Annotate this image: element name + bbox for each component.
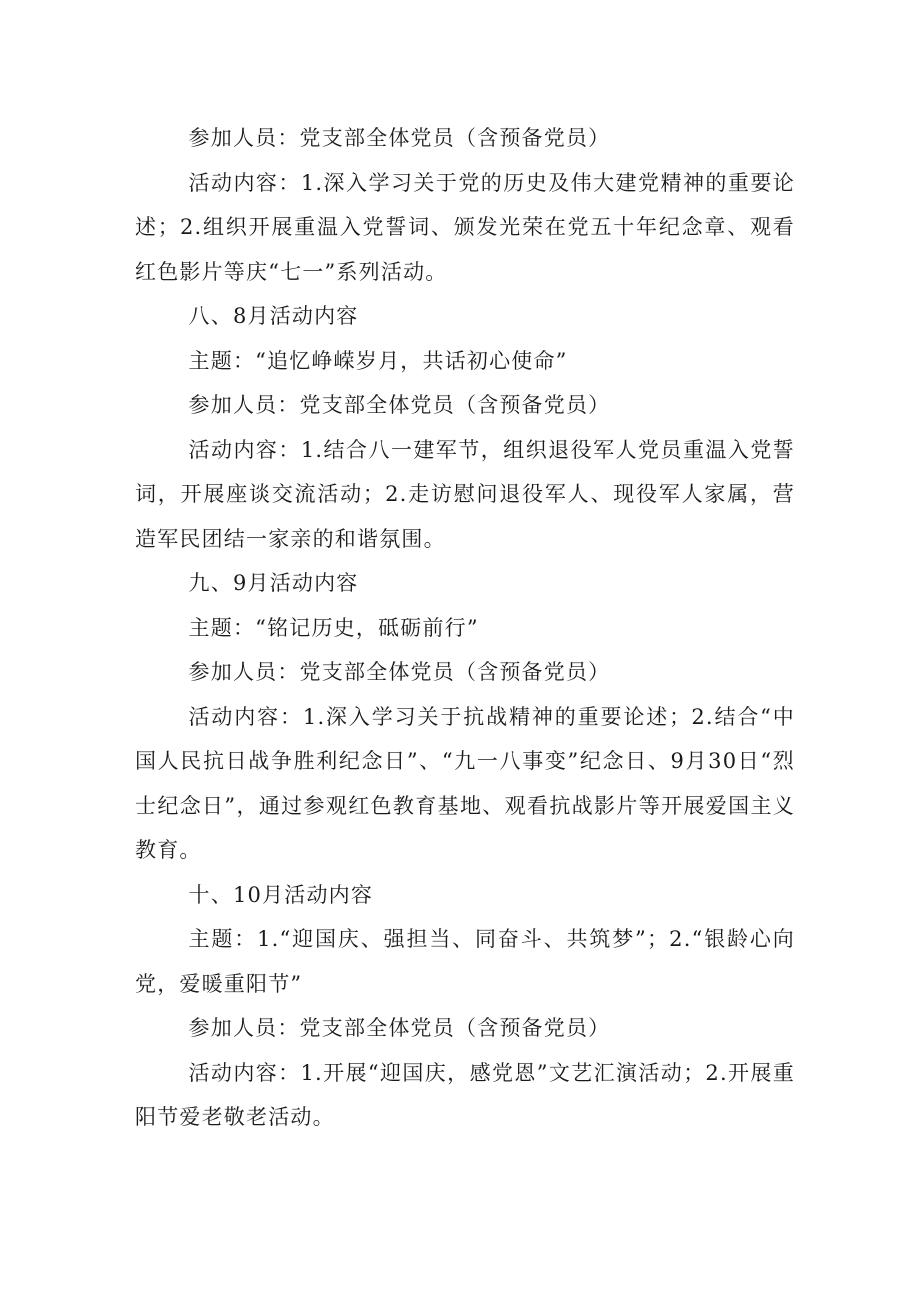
participants-october: 参加人员：党支部全体党员（含预备党员）	[188, 1016, 611, 1040]
theme-october: 主题：1.“迎国庆、强担当、同奋斗、共筑梦”；2.“银龄心向党，爱暖重阳节”	[135, 927, 795, 996]
section-heading-october: 十、10月活动内容	[188, 882, 374, 907]
participants-august: 参加人员：党支部全体党员（含预备党员）	[188, 393, 611, 417]
participants-september: 参加人员：党支部全体党员（含预备党员）	[188, 660, 611, 684]
activity-content-august: 活动内容：1.结合八一建军节，组织退役军人党员重温入党誓词，开展座谈交流活动；2.走访慰问退役军人、现役军人家属，营造军民团结一家亲的和谐氛围。	[135, 437, 795, 551]
activity-content-september: 活动内容：1.深入学习关于抗战精神的重要论述；2.结合“中国人民抗日战争胜利纪念日”、“九一八事变”纪念日、9月30日“烈士纪念日”，通过参观红色教育基地、观看抗战影片等开展爱国主义教育。	[135, 704, 795, 862]
section-heading-september: 九、9月活动内容	[188, 571, 359, 595]
theme-september: 主题：“铭记历史，砥砺前行”	[188, 615, 479, 640]
document-body	[135, 116, 795, 1140]
activity-content-october: 活动内容：1.开展“迎国庆，感党恩”文艺汇演活动；2.开展重阳节爱老敬老活动。	[135, 1060, 795, 1129]
theme-august: 主题：“追忆峥嵘岁月，共话初心使命”	[188, 348, 568, 373]
section-heading-august: 八、8月活动内容	[188, 304, 359, 328]
participants-july: 参加人员：党支部全体党员（含预备党员）	[188, 126, 611, 150]
activity-content-july: 活动内容：1.深入学习关于党的历史及伟大建党精神的重要论述；2.组织开展重温入党誓词、颁发光荣在党五十年纪念章、观看红色影片等庆“七一”系列活动。	[135, 170, 795, 284]
